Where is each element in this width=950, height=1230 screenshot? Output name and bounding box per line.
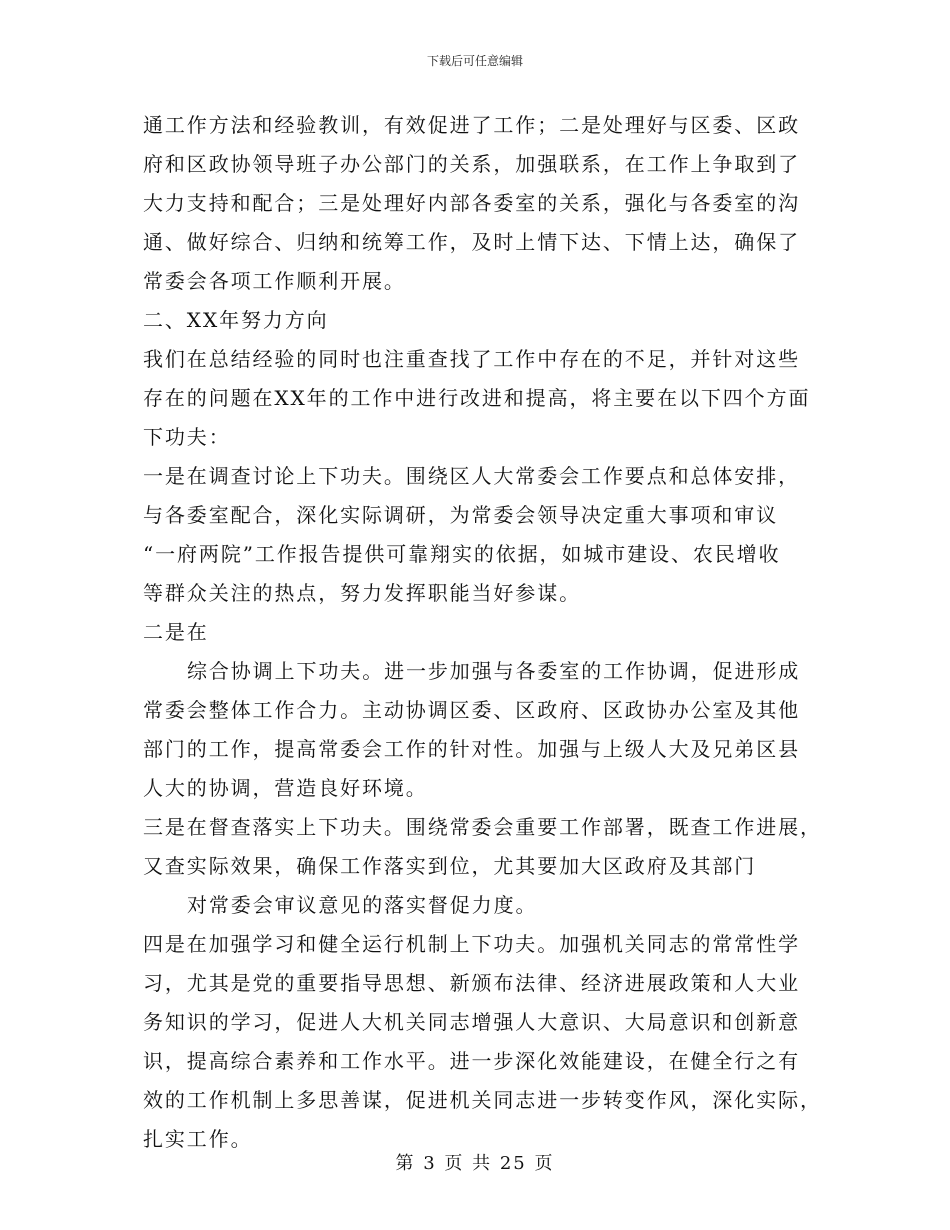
text-line: 等群众关注的热点，努力发挥职能当好参谋。 [143, 581, 581, 605]
text-line: 府和区政协领导班子办公部门的关系，加强联系，在工作上争取到了 [143, 152, 800, 176]
text-line: 大力支持和配合；三是处理好内部各委室的关系，强化与各委室的沟 [143, 191, 800, 215]
text-line-indented: 综合协调上下功夫。进一步加强与各委室的工作协调，促进形成 [187, 659, 801, 683]
text-line: 常委会各项工作顺利开展。 [143, 269, 406, 293]
text-line: “一府两院”工作报告提供可靠翔实的依据，如城市建设、农民增收 [143, 542, 781, 566]
page-header: 下载后可任意编辑 [426, 54, 523, 68]
text-line: 习，尤其是党的重要指导思想、新颁布法律、经济进展政策和人大业 [143, 971, 800, 995]
text-line: 务知识的学习，促进人大机关同志增强人大意识、大局意识和创新意 [143, 1010, 800, 1034]
text-line: 效的工作机制上多思善谋，促进机关同志进一步转变作风，深化实际， [143, 1088, 822, 1112]
text-line: 通、做好综合、归纳和统筹工作，及时上情下达、下情上达，确保了 [143, 230, 800, 254]
text-line: 四是在加强学习和健全运行机制上下功夫。加强机关同志的常常性学 [143, 932, 800, 956]
text-line: 下功夫： [143, 425, 231, 449]
text-line: 扎实工作。 [143, 1127, 253, 1151]
text-line: 又查实际效果，确保工作落实到位，尤其要加大区政府及其部门 [143, 854, 757, 878]
text-line: 存在的问题在XX年的工作中进行改进和提高，将主要在以下四个方面 [143, 386, 811, 410]
text-line: 部门的工作，提高常委会工作的针对性。加强与上级人大及兄弟区县 [143, 737, 800, 761]
text-line: 一是在调查讨论上下功夫。围绕区人大常委会工作要点和总体安排， [143, 464, 800, 488]
document-body [143, 106, 822, 1159]
text-line: 三是在督查落实上下功夫。围绕常委会重要工作部署，既查工作进展， [143, 815, 822, 839]
text-line: 常委会整体工作合力。主动协调区委、区政府、区政协办公室及其他 [143, 698, 800, 722]
page-footer: 第 3 页 共 25 页 [395, 1153, 555, 1174]
text-line-indented: 对常委会审议意见的落实督促力度。 [187, 893, 538, 917]
section-heading: 二、XX年努力方向 [143, 308, 329, 332]
text-line: 人大的协调，营造良好环境。 [143, 776, 428, 800]
text-line: 二是在 [143, 620, 209, 644]
text-line: 与各委室配合，深化实际调研，为常委会领导决定重大事项和审议 [143, 503, 779, 527]
text-line: 通工作方法和经验教训，有效促进了工作；二是处理好与区委、区政 [143, 113, 800, 137]
text-line: 识，提高综合素养和工作水平。进一步深化效能建设，在健全行之有 [143, 1049, 800, 1073]
text-line: 我们在总结经验的同时也注重查找了工作中存在的不足，并针对这些 [143, 347, 800, 371]
